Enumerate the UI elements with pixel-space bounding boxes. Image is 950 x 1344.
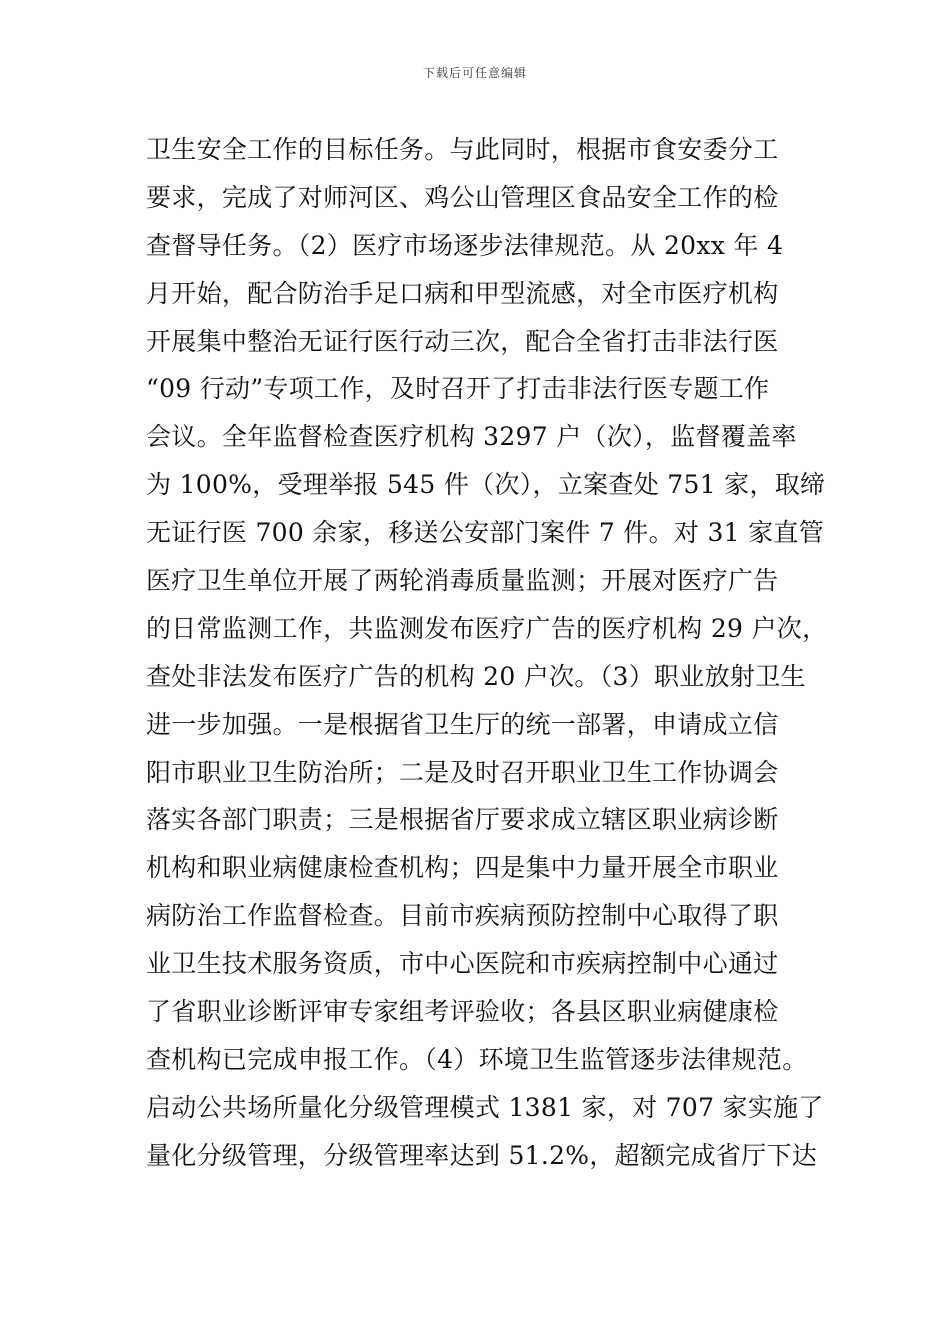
text-line: 查处非法发布医疗广告的机构 20 户次。（3）职业放射卫生 <box>146 661 806 691</box>
text-line: 进一步加强。一是根据省卫生厅的统一部署，申请成立信 <box>146 709 779 739</box>
text-line: 量化分级管理，分级管理率达到 51.2%，超额完成省厅下达 <box>146 1140 818 1170</box>
text-line: 启动公共场所量化分级管理模式 1381 家，对 707 家实施了 <box>146 1092 824 1122</box>
header-note: 下载后可任意编辑 <box>422 66 527 80</box>
text-line: 要求，完成了对师河区、鸡公山管理区食品安全工作的检 <box>146 182 779 212</box>
text-line: 医疗卫生单位开展了两轮消毒质量监测；开展对医疗广告 <box>146 566 779 596</box>
text-line: 业卫生技术服务资质，市中心医院和市疾病控制中心通过 <box>146 949 779 979</box>
text-line: 了省职业诊断评审专家组考评验收；各县区职业病健康检 <box>146 997 779 1027</box>
text-line: 查督导任务。（2）医疗市场逐步法律规范。从 20xx 年 4 <box>146 230 784 260</box>
body-text <box>146 126 826 1180</box>
text-line: 月开始，配合防治手足口病和甲型流感，对全市医疗机构 <box>146 278 779 308</box>
text-line: 查机构已完成申报工作。（4）环境卫生监管逐步法律规范。 <box>146 1044 808 1074</box>
text-line: 会议。全年监督检查医疗机构 3297 户（次），监督覆盖率 <box>146 422 797 452</box>
text-line: 阳市职业卫生防治所；二是及时召开职业卫生工作协调会 <box>146 757 779 787</box>
text-line: 开展集中整治无证行医行动三次，配合全省打击非法行医 <box>146 326 779 356</box>
text-line: 卫生安全工作的目标任务。与此同时，根据市食安委分工 <box>146 135 779 164</box>
text-line: “09 行动”专项工作，及时召开了打击非法行医专题工作 <box>146 374 770 404</box>
text-line: 的日常监测工作，共监测发布医疗广告的医疗机构 29 户次， <box>146 613 828 643</box>
text-line: 无证行医 700 余家，移送公安部门案件 7 件。对 31 家直管 <box>146 518 825 548</box>
text-line: 为 100%，受理举报 545 件（次），立案查处 751 家，取缔 <box>146 470 826 500</box>
text-line: 病防治工作监督检查。目前市疾病预防控制中心取得了职 <box>146 901 779 931</box>
text-line: 机构和职业病健康检查机构；四是集中力量开展全市职业 <box>146 853 779 883</box>
text-line: 落实各部门职责；三是根据省厅要求成立辖区职业病诊断 <box>146 805 779 835</box>
